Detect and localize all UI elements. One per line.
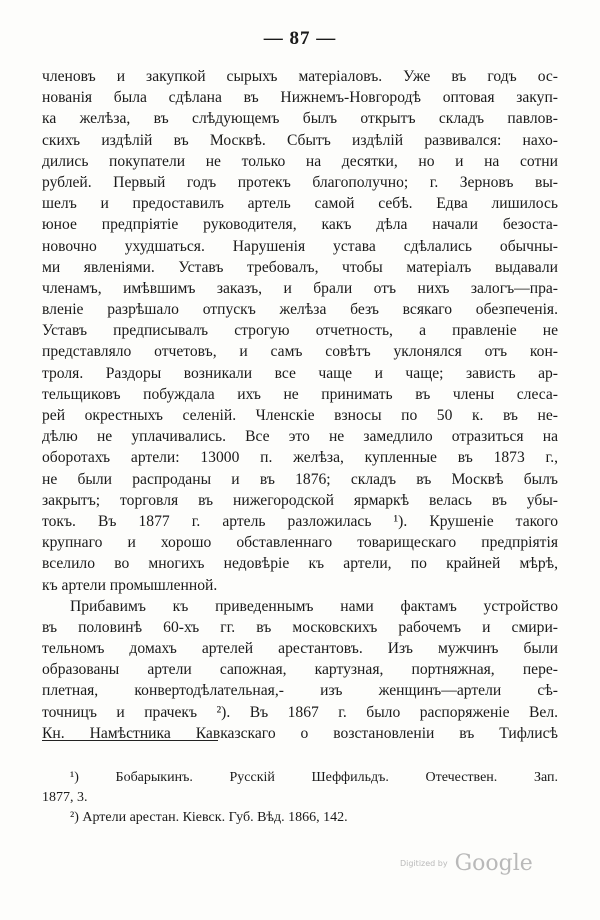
text-line: закрытъ; торговля въ нижегородской ярмаркѣ велась въ убы-	[42, 491, 558, 509]
digitized-by-label: Digitized by	[400, 859, 448, 868]
google-watermark	[400, 851, 533, 876]
text-line: крупнаго и хорошо обставленнаго товарищескаго предпріятія	[42, 534, 558, 552]
text-line: дились покупатели не только на десятки, но и на сотни	[42, 152, 558, 170]
footnotes	[42, 768, 558, 828]
text-line: нованія была сдѣлана въ Нижнемъ-Новгородѣ оптовая закуп-	[42, 89, 558, 107]
text-line: Кн. Намѣстника Кавказскаго о возстановленіи въ Тифлисѣ	[42, 724, 558, 742]
footnote-separator	[42, 740, 218, 741]
text-line: членовъ и закупкой сырыхъ матеріаловъ. Уже въ годъ ос-	[42, 68, 558, 85]
text-line: ми явленіями. Уставъ требовалъ, чтобы матеріалъ выдавали	[42, 258, 558, 276]
paragraph-start-line: Прибавимъ къ приведеннымъ нами фактамъ устройство	[70, 597, 558, 615]
text-line: плетная, конвертодѣлательная,- изъ женщинъ—артели сѣ-	[42, 682, 558, 700]
text-line: не были распроданы и въ 1876; складъ въ Москвѣ былъ	[42, 470, 558, 488]
text-line: точницъ и прачекъ ²). Въ 1867 г. было распоряженіе Вел.	[42, 703, 558, 721]
text-line: въ половинѣ 60-хъ гг. въ московскихъ рабочемъ и смири-	[42, 618, 558, 636]
text-line: новочно ухудшаться. Нарушенія устава сдѣлались обычны-	[42, 237, 558, 255]
text-line: тельномъ домахъ артелей арестантовъ. Изъ мужчинъ были	[42, 640, 558, 658]
footnote-1-continued: 1877, 3.	[42, 790, 88, 805]
text-line: рей окрестныхъ селеній. Членскіе взносы по 50 к. въ не-	[42, 407, 558, 424]
paragraph-end-line: къ артели промышленной.	[42, 576, 218, 594]
text-line: дѣлю не уплачивались. Все это не замедлило отразиться на	[42, 428, 558, 446]
text-line: ка желѣза, въ слѣдующемъ былъ открытъ складъ павлов-	[42, 110, 558, 128]
text-line: вселило во многихъ недовѣріе къ артели, по крайней мѣрѣ,	[42, 555, 558, 573]
body-text	[42, 66, 558, 744]
page-number: — 87 —	[263, 28, 337, 49]
google-logo: Google	[454, 851, 533, 876]
text-line: рублей. Первый годъ протекъ благополучно; г. Зерновъ вы-	[42, 173, 558, 191]
text-line: Уставъ предписывалъ строгую отчетность, а правленіе не	[42, 322, 558, 340]
text-line: образованы артели сапожная, картузная, портняжная, пере-	[42, 661, 558, 679]
text-line: тельщиковъ побуждала ихъ не принимать въ члены слеса-	[42, 385, 558, 403]
text-line: вленіе разрѣшало отпускъ желѣза безъ всякаго обезпеченія.	[42, 301, 558, 319]
text-line: представляло отчетовъ, и самъ совѣтъ уклонялся отъ кон-	[42, 343, 558, 361]
text-line: скихъ издѣлій въ Москвѣ. Сбытъ издѣлій развивался: нахо-	[42, 131, 558, 149]
text-line: юное предпріятіе руководителя, какъ дѣла начали безоста-	[42, 216, 558, 234]
footnote-2: ²) Артели арестан. Кіевск. Губ. Вѣд. 1866, 142.	[70, 810, 348, 825]
text-line: оборотахъ артели: 13000 п. желѣза, купленные въ 1873 г.,	[42, 449, 558, 467]
footnote-1: ¹) Бобарыкинъ. Русскій Шеффильдъ. Отечествен. Зап.	[70, 770, 558, 785]
text-line: членамъ, имѣвшимъ заказъ, и брали отъ нихъ залогъ—пра-	[42, 279, 558, 297]
text-line: токъ. Въ 1877 г. артель разложилась ¹). Крушеніе такого	[42, 512, 558, 530]
text-line: шелъ и предоставилъ артель самой себѣ. Едва лишилось	[42, 195, 558, 213]
text-line: троля. Раздоры возникали все чаще и чаще; зависть ар-	[42, 364, 558, 382]
